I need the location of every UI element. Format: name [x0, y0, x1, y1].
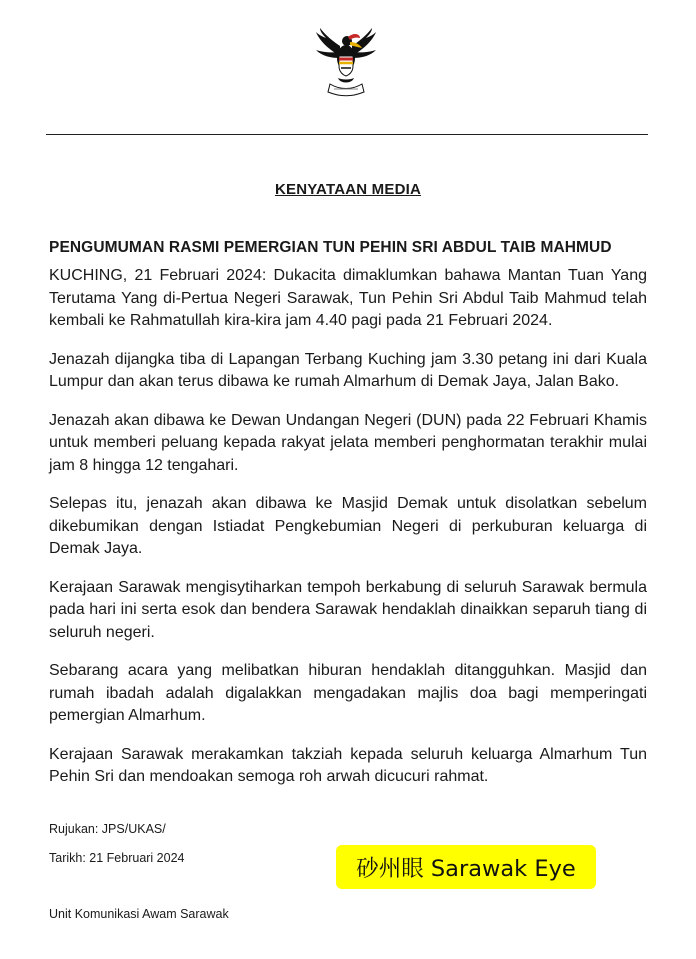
header-divider	[46, 134, 648, 135]
sarawak-eye-watermark: 砂州眼 Sarawak Eye	[336, 845, 596, 889]
document-heading: KENYATAAN MEDIA	[274, 181, 422, 198]
document-subject: PENGUMUMAN RASMI PEMERGIAN TUN PEHIN SRI ABDUL TAIB MAHMUD	[49, 239, 612, 256]
body-paragraph: Selepas itu, jenazah akan dibawa ke Masjid Demak untuk disolatkan sebelum dikebumikan dengan Istiadat Pengkebumian Negeri di perkuburan keluarga di Demak Jaya.	[49, 495, 647, 557]
reference-line: Rujukan: JPS/UKAS/	[49, 822, 166, 836]
body-paragraph: Sebarang acara yang melibatkan hiburan hendaklah ditangguhkan. Masjid dan rumah ibadah adalah digalakkan mengadakan majlis doa bagi memperingati pemergian Almarhum.	[49, 662, 647, 724]
body-paragraph: Kerajaan Sarawak mengisytiharkan tempoh berkabung di seluruh Sarawak bermula pada hari ini serta esok dan bendera Sarawak hendaklah dinaikkan separuh tiang di seluruh negeri.	[49, 578, 647, 641]
body-paragraph: Kerajaan Sarawak merakamkan takziah kepada seluruh keluarga Almarhum Tun Pehin Sri dan mendoakan semoga roh arwah dicucuri rahmat.	[49, 745, 647, 785]
body-paragraph: Jenazah akan dibawa ke Dewan Undangan Negeri (DUN) pada 22 Februari Khamis untuk memberi peluang kepada rakyat jelata memberi penghormatan terakhir mulai jam 8 hingga 12 tengahari.	[49, 411, 647, 474]
body-paragraph: KUCHING, 21 Februari 2024: Dukacita dimaklumkan bahawa Mantan Tuan Yang Terutama Yang di-Pertua Negeri Sarawak, Tun Pehin Sri Abdul Taib Mahmud telah kembali ke Rahmatullah kira-kira jam 4.40 pagi pada 21 Februari 2024.	[49, 267, 647, 329]
sarawak-crest-icon	[310, 28, 382, 98]
document-body	[49, 265, 647, 805]
date-line: Tarikh: 21 Februari 2024	[49, 851, 185, 865]
issuer-line: Unit Komunikasi Awam Sarawak	[49, 907, 229, 921]
body-paragraph: Jenazah dijangka tiba di Lapangan Terbang Kuching jam 3.30 petang ini dari Kuala Lumpur dan akan terus dibawa ke rumah Almarhum di Demak Jaya, Jalan Bako.	[49, 350, 647, 390]
